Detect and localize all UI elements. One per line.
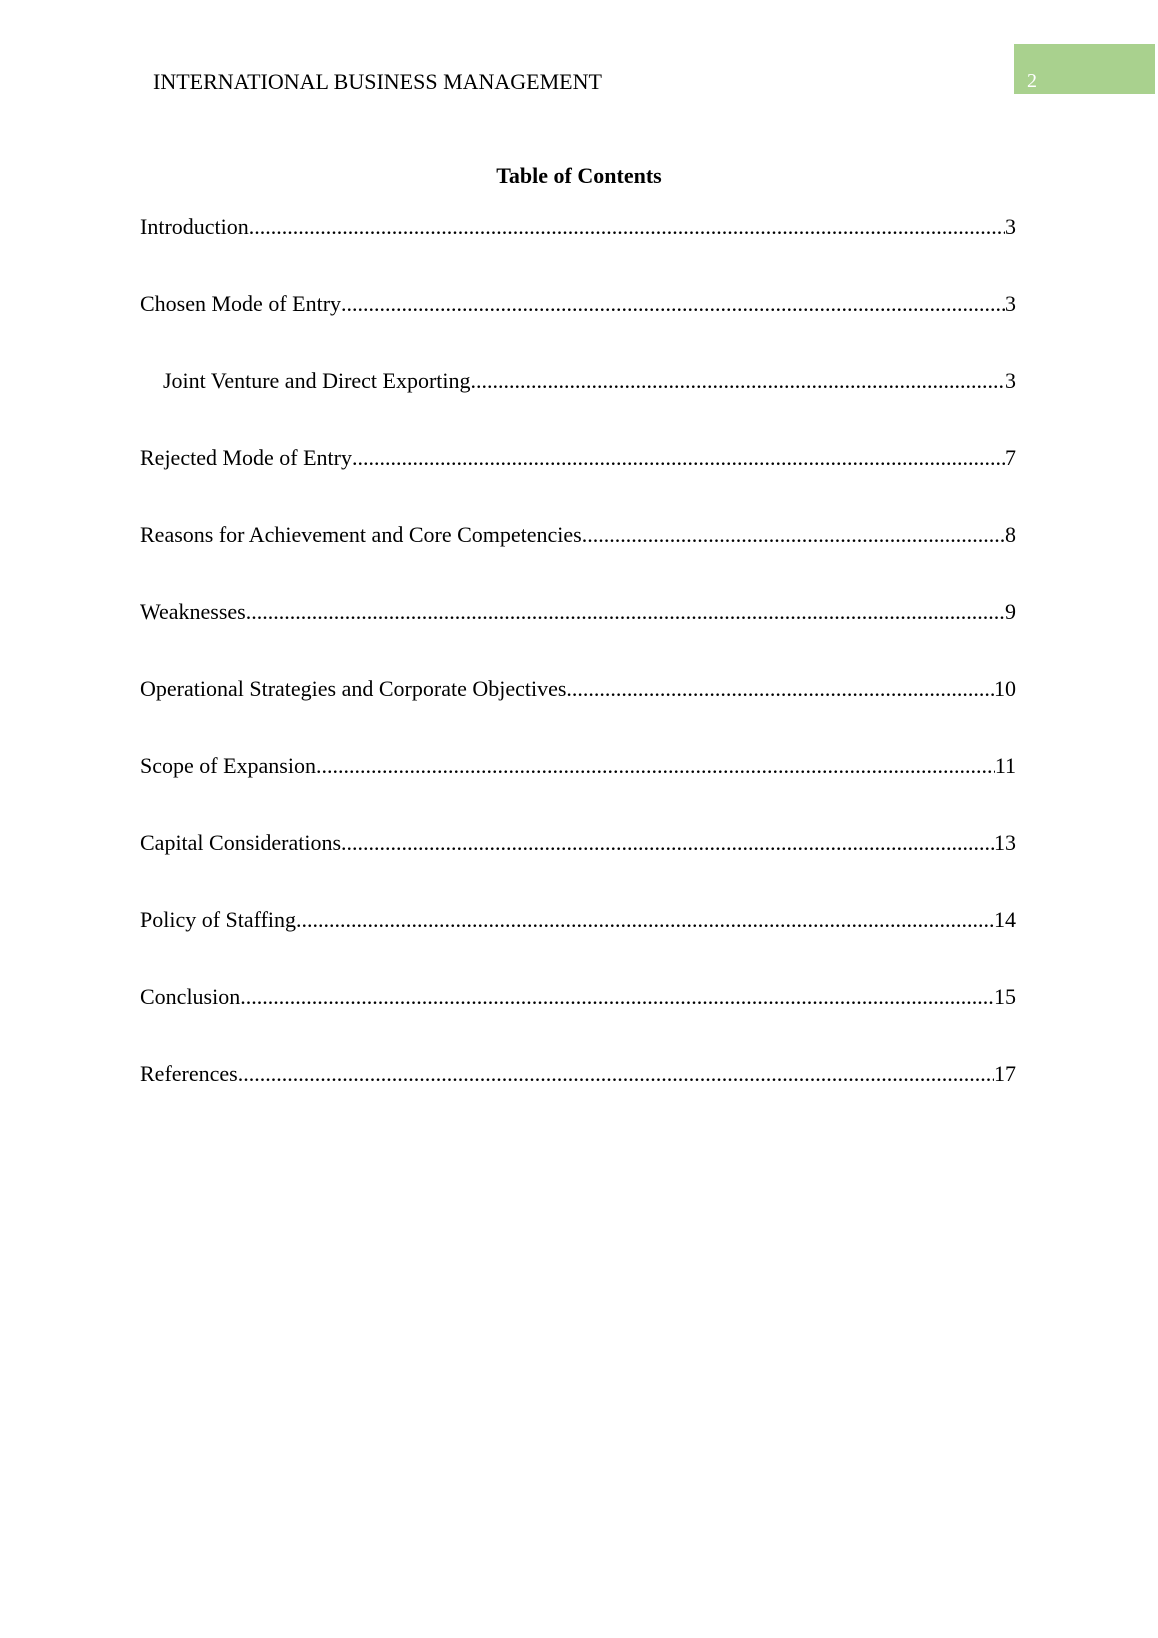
toc-entry-page: 15: [994, 984, 1016, 1009]
toc-entry-reasons-for-achievement[interactable]: [140, 522, 1016, 599]
toc-entry-label: Capital Considerations: [140, 830, 342, 855]
toc-entry-page: 17: [994, 1061, 1016, 1086]
toc-entry-page: 7: [1005, 445, 1016, 470]
toc-entry-page: 9: [1005, 599, 1016, 624]
toc-entry-policy-of-staffing[interactable]: [140, 907, 1016, 984]
toc-entry-weaknesses[interactable]: [140, 599, 1016, 676]
toc-title: Table of Contents: [496, 163, 662, 188]
toc-entry-rejected-mode-of-entry[interactable]: [140, 445, 1016, 522]
toc-entry-label: Chosen Mode of Entry: [140, 291, 342, 316]
toc-dot-leader: [249, 214, 1005, 240]
toc-entry-references[interactable]: [140, 1061, 1016, 1138]
toc-entry-label: Rejected Mode of Entry: [140, 445, 352, 470]
toc-entry-label: Operational Strategies and Corporate Objectives: [140, 676, 567, 701]
toc-entry-operational-strategies[interactable]: [140, 676, 1016, 753]
toc-entry-chosen-mode-of-entry[interactable]: [140, 291, 1016, 368]
toc-entry-page: 3: [1005, 214, 1016, 239]
toc-entry-label: Reasons for Achievement and Core Competencies: [140, 522, 582, 547]
toc-entry-page: 8: [1005, 522, 1016, 547]
toc-entry-introduction[interactable]: [140, 214, 1016, 291]
toc-entry-label: Introduction: [140, 214, 249, 239]
toc-dot-leader: [566, 676, 994, 702]
toc-dot-leader: [341, 830, 994, 856]
toc-dot-leader: [296, 907, 994, 933]
toc-dot-leader: [471, 368, 1005, 394]
toc-entry-page: 10: [994, 676, 1016, 701]
page-number-box: [1014, 44, 1155, 94]
toc-entry-page: 3: [1005, 368, 1016, 393]
toc-entry-scope-of-expansion[interactable]: [140, 753, 1016, 830]
toc-entry-label: Policy of Staffing: [140, 907, 297, 932]
running-head: INTERNATIONAL BUSINESS MANAGEMENT: [153, 69, 602, 94]
toc-entry-page: 14: [994, 907, 1016, 932]
toc-entry-label: Scope of Expansion: [140, 753, 316, 778]
page-number: 2: [1027, 70, 1037, 92]
toc-entry-page: 3: [1005, 291, 1016, 316]
toc-entry-joint-venture[interactable]: [140, 368, 1016, 445]
toc-entry-page: 11: [994, 753, 1016, 778]
toc-dot-leader: [246, 599, 1005, 625]
toc-entry-label: Joint Venture and Direct Exporting: [163, 368, 471, 393]
toc-entry-capital-considerations[interactable]: [140, 830, 1016, 907]
toc-entry-conclusion[interactable]: [140, 984, 1016, 1061]
toc-dot-leader: [316, 753, 995, 779]
toc-dot-leader: [352, 445, 1005, 471]
toc-dot-leader: [582, 522, 1005, 548]
toc-entry-label: Weaknesses: [140, 599, 246, 624]
toc-entry-page: 13: [994, 830, 1016, 855]
toc-dot-leader: [238, 1061, 994, 1087]
toc-dot-leader: [341, 291, 1005, 317]
toc-dot-leader: [240, 984, 994, 1010]
toc-entry-label: References: [140, 1061, 238, 1086]
toc-entry-label: Conclusion: [140, 984, 241, 1009]
toc-list: [140, 214, 1016, 1138]
